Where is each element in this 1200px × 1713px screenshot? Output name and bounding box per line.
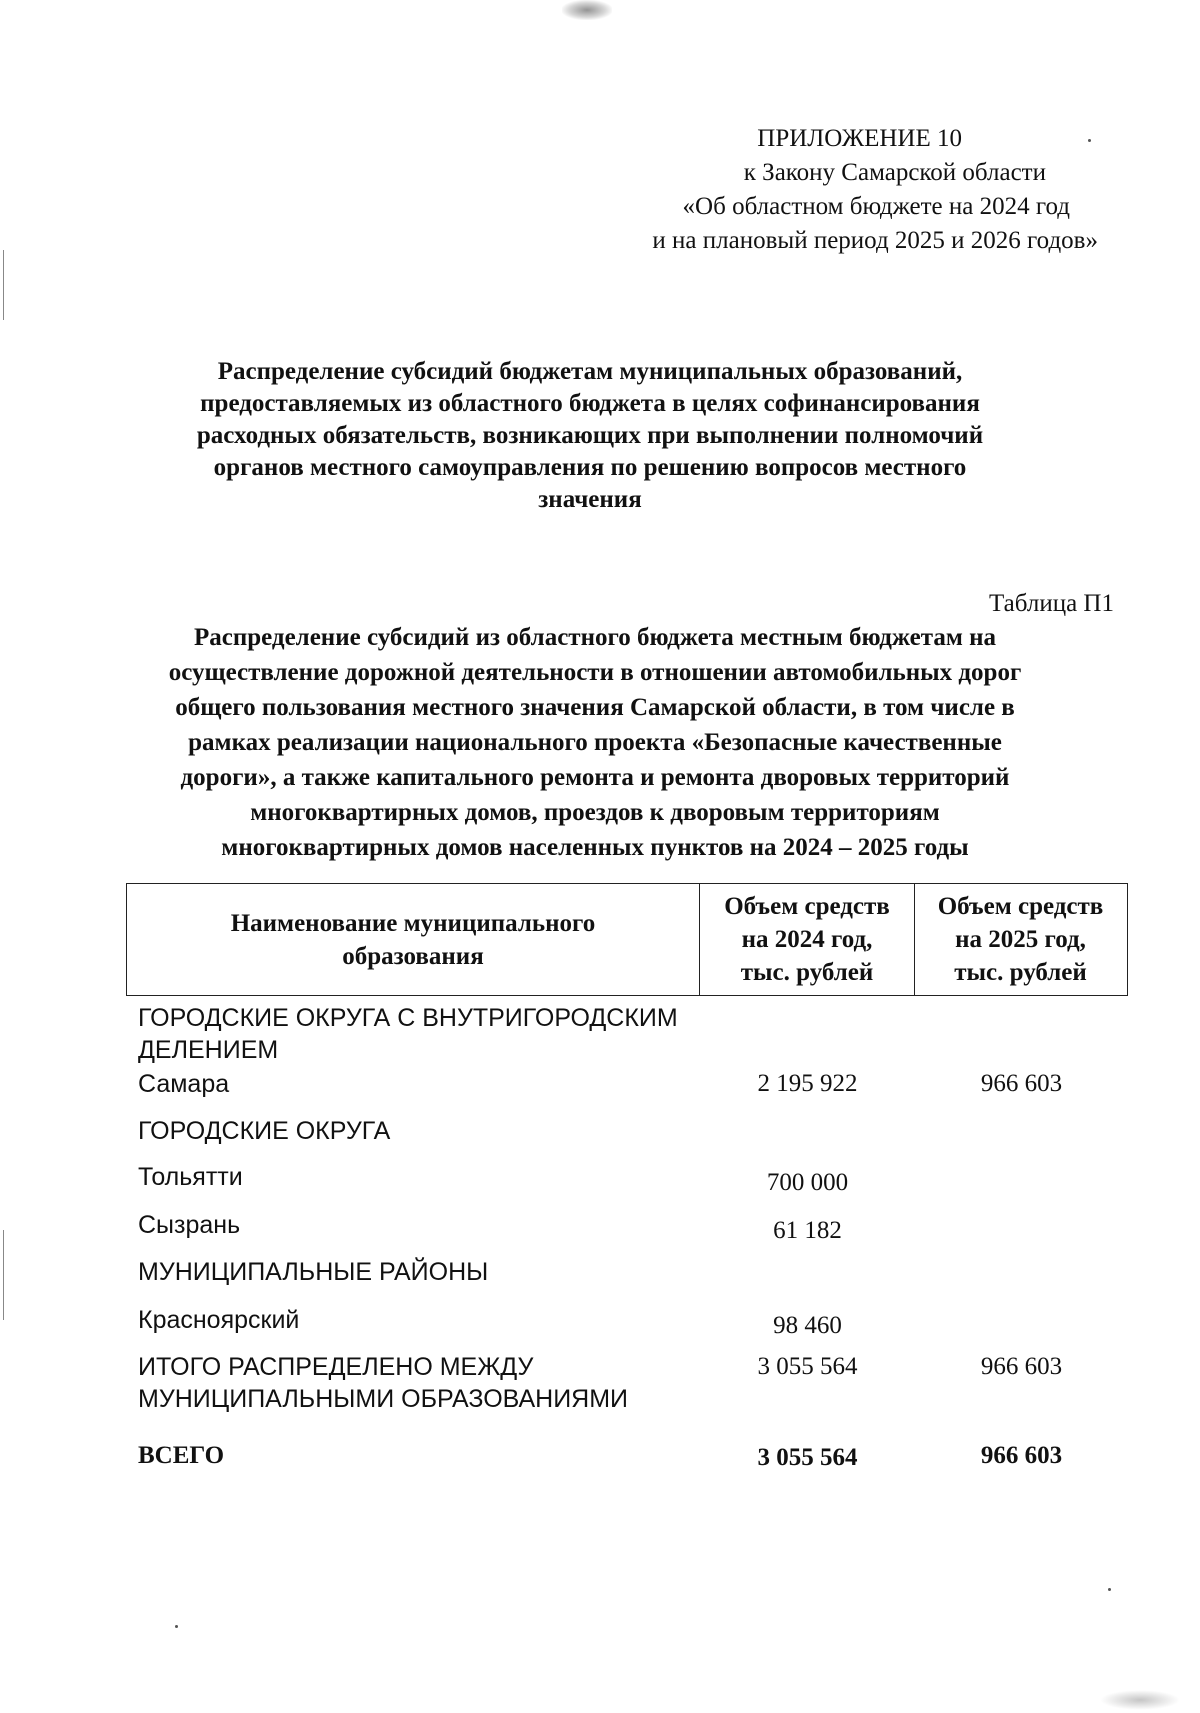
value-2024-grand-total: 3 055 564 xyxy=(757,1444,858,1471)
header-line: тыс. рублей xyxy=(740,959,874,986)
section-heading-line: ДЕЛЕНИЕМ xyxy=(138,1036,279,1064)
table-header xyxy=(126,883,1128,996)
value-2025-grand-total: 966 603 xyxy=(980,1442,1063,1469)
scan-smudge-corner xyxy=(1100,1690,1180,1710)
header-line: на 2024 год, xyxy=(741,926,873,953)
scan-speck xyxy=(1108,1588,1111,1591)
total-distributed-line: МУНИЦИПАЛЬНЫМИ ОБРАЗОВАНИЯМИ xyxy=(138,1385,629,1413)
main-heading-line: расходных обязательств, возникающих при выполнении полномочий xyxy=(196,422,984,449)
appendix-title: ПРИЛОЖЕНИЕ 10 xyxy=(757,125,962,152)
table-heading-line: дороги», а также капитального ремонта и ремонта дворовых территорий xyxy=(180,764,1010,791)
section-heading-urban-intra xyxy=(138,1002,678,1066)
row-name-total-distributed xyxy=(138,1351,628,1415)
section-heading-urban: ГОРОДСКИЕ ОКРУГА xyxy=(138,1117,391,1145)
column-header-2025 xyxy=(915,884,1126,995)
header-line: образования xyxy=(342,942,484,970)
column-header-name xyxy=(127,884,700,995)
row-name-syzran: Сызрань xyxy=(138,1211,241,1239)
column-header-2024 xyxy=(700,884,915,995)
main-heading-line: значения xyxy=(538,486,642,513)
main-heading-line: предоставляемых из областного бюджета в целях софинансирования xyxy=(200,390,980,417)
section-heading-districts: МУНИЦИПАЛЬНЫЕ РАЙОНЫ xyxy=(138,1258,489,1286)
value-2024-samara: 2 195 922 xyxy=(757,1070,858,1097)
value-2024-krasnoyarsky: 98 460 xyxy=(773,1312,842,1339)
row-name-grand-total: ВСЕГО xyxy=(138,1442,225,1469)
table-heading-line: Распределение субсидий из областного бюджета местным бюджетам на xyxy=(193,624,996,651)
value-2024-total-distributed: 3 055 564 xyxy=(757,1353,858,1380)
table-heading-line: осуществление дорожной деятельности в отношении автомобильных дорог xyxy=(168,659,1022,686)
total-distributed-line: ИТОГО РАСПРЕДЕЛЕНО МЕЖДУ xyxy=(138,1353,534,1381)
appendix-line: к Закону Самарской области xyxy=(743,159,1046,186)
main-heading-line: органов местного самоуправления по решению вопросов местного xyxy=(213,454,967,481)
header-line: Объем средств xyxy=(724,893,890,920)
scan-edge-mark xyxy=(3,250,4,320)
main-heading xyxy=(130,356,1050,516)
scan-smudge-top xyxy=(562,0,612,20)
scan-edge-mark xyxy=(3,1230,4,1320)
table-heading-line: общего пользования местного значения Самарской области, в том числе в xyxy=(175,694,1015,721)
table-heading xyxy=(130,620,1060,865)
value-2024-syzran: 61 182 xyxy=(773,1217,842,1244)
appendix-line: «Об областном бюджете на 2024 год xyxy=(682,193,1070,220)
row-name-krasnoyarsky: Красноярский xyxy=(138,1306,300,1334)
header-line: Наименование муниципального xyxy=(230,909,596,937)
appendix-line: и на плановый период 2025 и 2026 годов» xyxy=(652,227,1098,254)
main-heading-line: Распределение субсидий бюджетам муниципальных образований, xyxy=(217,358,963,385)
row-name-tolyatti: Тольятти xyxy=(138,1163,243,1191)
row-name-samara: Самара xyxy=(138,1070,230,1098)
scan-speck xyxy=(175,1625,178,1628)
table-heading-line: многоквартирных домов населенных пунктов на 2024 – 2025 годы xyxy=(221,834,969,861)
header-line: Объем средств xyxy=(937,893,1104,920)
header-line: на 2025 год, xyxy=(955,926,1086,953)
table-heading-line: рамках реализации национального проекта «Безопасные качественные xyxy=(188,729,1002,756)
section-heading-line: ГОРОДСКИЕ ОКРУГА С ВНУТРИГОРОДСКИМ xyxy=(138,1004,678,1032)
header-line: тыс. рублей xyxy=(954,959,1087,986)
value-2024-tolyatti: 700 000 xyxy=(766,1169,849,1196)
table-heading-line: многоквартирных домов, проездов к дворовым территориям xyxy=(250,799,940,826)
value-2025-total-distributed: 966 603 xyxy=(980,1353,1063,1380)
table-label: Таблица П1 xyxy=(989,590,1114,617)
appendix-header xyxy=(652,122,1098,258)
value-2025-samara: 966 603 xyxy=(980,1070,1063,1097)
